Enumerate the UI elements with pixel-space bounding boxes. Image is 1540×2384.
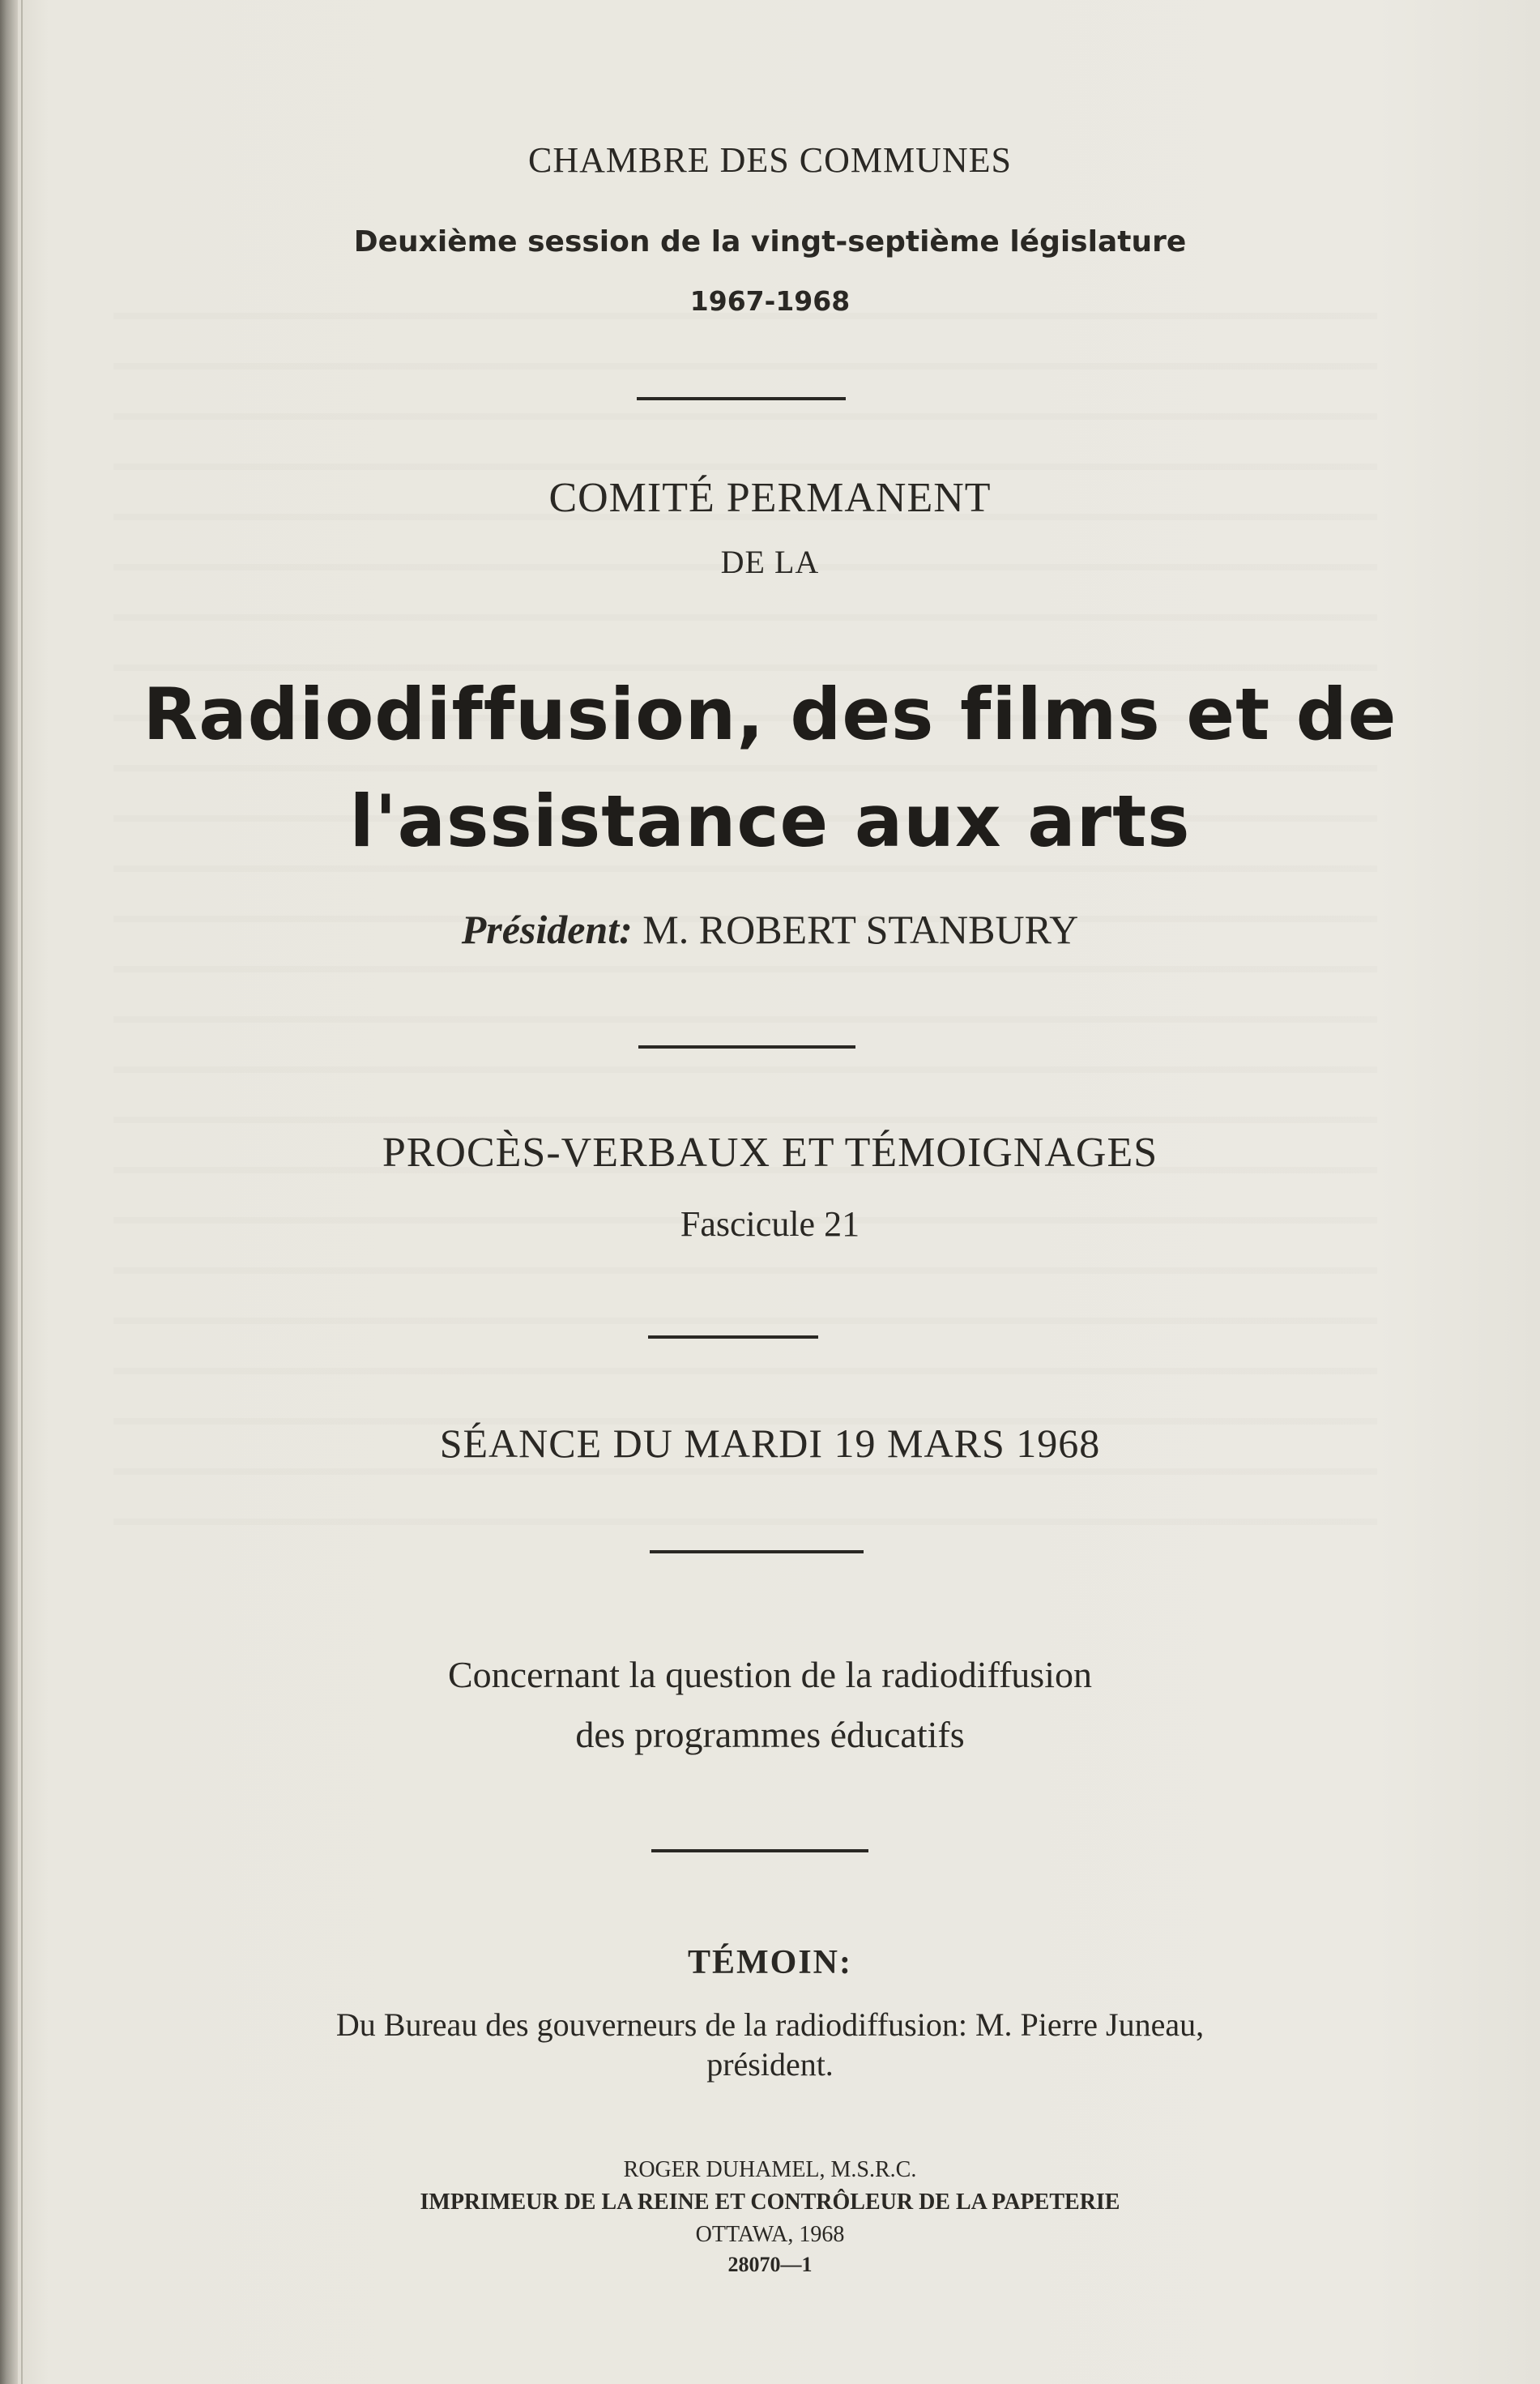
fascicule-number: Fascicule 21 xyxy=(680,1204,860,1244)
divider-rule xyxy=(648,1335,818,1339)
committee-title-line-1: Radiodiffusion, des films et de xyxy=(143,673,1397,756)
imprint-catalogue-number: 28070—1 xyxy=(727,2253,813,2276)
imprint-printer: ROGER DUHAMEL, M.S.R.C. xyxy=(623,2157,917,2182)
witness-line-2: président. xyxy=(706,2046,834,2083)
divider-rule xyxy=(651,1849,868,1852)
committee-heading: COMITÉ PERMANENT xyxy=(548,475,992,521)
proceedings-title: PROCÈS-VERBAUX ET TÉMOIGNAGES xyxy=(382,1130,1158,1176)
chamber-heading: CHAMBRE DES COMMUNES xyxy=(528,140,1012,180)
president-name: M. ROBERT STANBURY xyxy=(642,907,1079,952)
divider-rule xyxy=(638,1045,855,1049)
divider-rule xyxy=(650,1550,864,1553)
witness-heading: TÉMOIN: xyxy=(688,1944,852,1981)
committee-title-line-2: l'assistance aux arts xyxy=(349,780,1191,863)
witness-line-1: Du Bureau des gouverneurs de la radiodiffusion: M. Pierre Juneau, xyxy=(335,2006,1205,2043)
committee-connector: DE LA xyxy=(720,544,820,580)
subject-line-2: des programmes éducatifs xyxy=(575,1714,965,1755)
session-years: 1967-1968 xyxy=(689,285,851,317)
sitting-date: SÉANCE DU MARDI 19 MARS 1968 xyxy=(439,1421,1101,1466)
subject-line-1: Concernant la question de la radiodiffusion xyxy=(447,1654,1092,1695)
president-line xyxy=(0,906,1540,953)
session-line: Deuxième session de la vingt-septième législature xyxy=(353,225,1187,258)
imprint-place-year: OTTAWA, 1968 xyxy=(695,2222,845,2247)
president-label: Président: xyxy=(461,907,633,952)
divider-rule xyxy=(637,397,846,400)
imprint-office: IMPRIMEUR DE LA REINE ET CONTRÔLEUR DE LA PAPETERIE xyxy=(420,2190,1120,2215)
